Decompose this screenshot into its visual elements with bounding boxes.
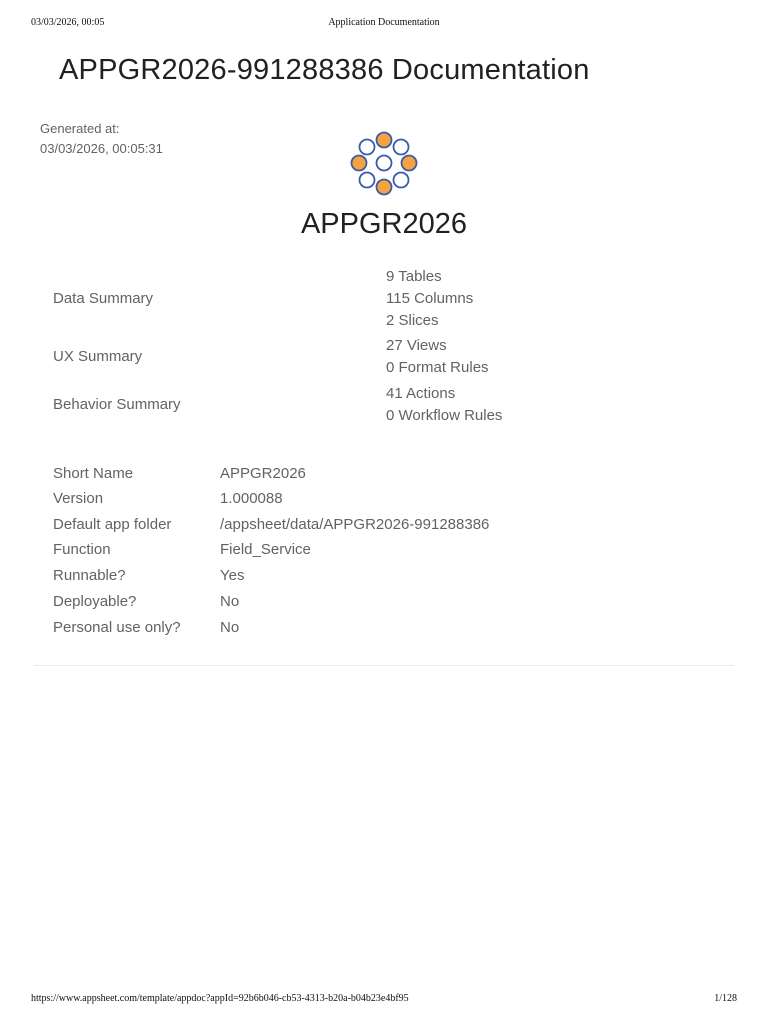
data-summary-columns: 115 Columns	[386, 290, 474, 307]
app-name-heading: APPGR2026	[300, 208, 468, 240]
property-key: Deployable?	[53, 593, 137, 610]
behavior-summary-actions: 41 Actions	[386, 385, 456, 402]
app-logo-icon	[346, 130, 422, 198]
property-value: APPGR2026	[220, 465, 306, 482]
generated-at-label: Generated at:	[40, 121, 120, 136]
property-key: Version	[53, 490, 104, 507]
ux-summary-format-rules: 0 Format Rules	[386, 359, 489, 376]
generated-at-value: 03/03/2026, 00:05:31	[40, 141, 163, 156]
data-summary-values	[386, 266, 473, 332]
property-key: Function	[53, 541, 111, 558]
property-value: 1.000088	[220, 490, 283, 507]
ux-summary-views: 27 Views	[386, 337, 447, 354]
property-key: Personal use only?	[53, 619, 181, 636]
print-footer-url: https://www.appsheet.com/template/appdoc?appId=92b6b046-cb53-4313-b20a-b04b23e4bf95	[31, 993, 409, 1004]
generated-at-block	[40, 119, 163, 159]
data-summary-label: Data Summary	[53, 290, 154, 307]
ux-summary-label: UX Summary	[53, 348, 143, 365]
data-summary-tables: 9 Tables	[386, 268, 442, 285]
property-value: No	[220, 619, 240, 636]
ux-summary-values	[386, 335, 489, 379]
print-header-datetime: 03/03/2026, 00:05	[31, 17, 105, 28]
property-key: Default app folder	[53, 516, 172, 533]
property-value: No	[220, 593, 240, 610]
behavior-summary-workflow-rules: 0 Workflow Rules	[386, 407, 503, 424]
property-value: /appsheet/data/APPGR2026-991288386	[220, 516, 490, 533]
print-header-title: Application Documentation	[328, 17, 440, 28]
section-divider	[34, 665, 734, 666]
data-summary-slices: 2 Slices	[386, 312, 439, 329]
property-key: Runnable?	[53, 567, 126, 584]
property-key: Short Name	[53, 465, 134, 482]
property-value: Field_Service	[220, 541, 311, 558]
behavior-summary-label: Behavior Summary	[53, 396, 181, 413]
behavior-summary-values	[386, 383, 502, 427]
property-value: Yes	[220, 567, 245, 584]
document-title: APPGR2026-991288386 Documentation	[59, 54, 590, 86]
print-footer-page-number: 1/128	[714, 993, 737, 1004]
